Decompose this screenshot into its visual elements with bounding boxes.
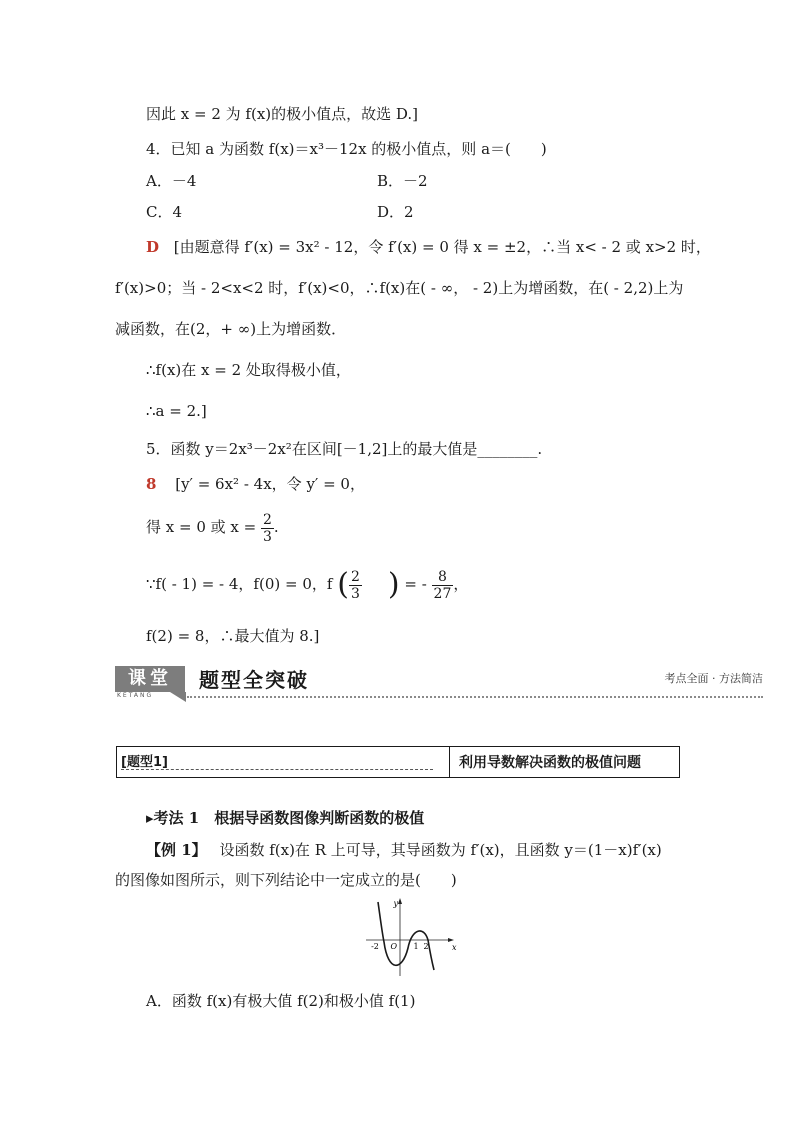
banner-label: 课堂: [128, 668, 172, 689]
question-5: 5．函数 y＝2x³－2x²在区间[－1,2]上的最大值是________.: [146, 440, 543, 458]
question-type-topic: 利用导数解决函数的极值问题: [459, 755, 641, 771]
banner-divider: [187, 696, 763, 698]
question-4: 4．已知 a 为函数 f(x)＝x³－12x 的极小值点，则 a＝( ): [146, 140, 547, 158]
fraction-two-thirds: [261, 512, 274, 545]
example-option-a: A．函数 f(x)有极大值 f(2)和极小值 f(1): [146, 992, 416, 1010]
fraction-denominator: 27: [433, 585, 452, 602]
option-c: C．4: [146, 203, 183, 221]
left-paren: (: [337, 567, 349, 602]
option-b: B．－2: [377, 172, 428, 190]
answer-5-text-1: [y′ = 6x² - 4x，令 y′ = 0，: [175, 475, 365, 493]
answer-4-line-5: ∴a = 2.]: [146, 402, 207, 420]
example-line-2: 的图像如图所示，则下列结论中一定成立的是( ): [115, 871, 457, 889]
section-banner: [115, 664, 763, 704]
example-text-1: 设函数 f(x)在 R 上可导，其导函数为 f′(x)，且函数 y＝(1－x)f′(x): [219, 841, 662, 859]
text-line-conclusion: 因此 x = 2 为 f(x)的极小值点，故选 D.]: [146, 105, 419, 123]
answer-5-equals: = -: [404, 575, 427, 593]
answer-5-line-2: [146, 510, 279, 545]
answer-5-line-3: [146, 566, 468, 602]
x-axis-arrow: [448, 938, 454, 942]
answer-5-text-3-end: ，: [453, 575, 469, 593]
banner-pointer: [170, 692, 186, 702]
answer-5-text-3: ∵f( - 1) = - 4，f(0) = 0，f: [146, 575, 333, 593]
answer-4-line-2: f′(x)>0；当 - 2<x<2 时，f′(x)<0，∴f(x)在( - ∞， - 2)上为增函数，在( - 2,2)上为: [115, 279, 684, 297]
method-heading: ▸考法 1 根据导函数图像判断函数的极值: [146, 809, 425, 827]
x-axis-label: x: [452, 943, 457, 952]
section-title: 题型全突破: [199, 668, 309, 692]
answer-4-text-1: [由题意得 f′(x) = 3x² - 12，令 f′(x) = 0 得 x = ±2，∴当 x< - 2 或 x>2 时，: [173, 238, 711, 256]
fraction-denominator: 3: [263, 528, 272, 545]
answer-5-text-2: 得 x = 0 或 x =: [146, 518, 257, 536]
answer-4-tag: D: [146, 238, 160, 256]
dashed-rule: [121, 769, 433, 770]
example-tag: 【例 1】: [146, 841, 207, 859]
answer-5-line-1: [146, 474, 365, 494]
example-line-1: [146, 840, 662, 860]
fraction-numerator: 8: [432, 569, 454, 586]
answer-4-line-3: 减函数，在(2，+ ∞)上为增函数．: [115, 320, 347, 338]
box-divider: [449, 747, 450, 777]
banner-sublabel: KETANG: [117, 692, 154, 699]
fraction-two-thirds-arg: [349, 569, 362, 602]
fraction-numerator: 2: [350, 568, 360, 585]
answer-4-line-4: ∴f(x)在 x = 2 处取得极小值，: [146, 361, 351, 379]
option-d: D．2: [377, 203, 414, 221]
function-graph: [366, 896, 456, 976]
right-paren: ): [387, 567, 400, 602]
answer-5-tag: 8: [146, 475, 157, 493]
answer-4-line-1: [146, 237, 711, 257]
y-axis-arrow: [398, 898, 402, 904]
question-type-box: [116, 746, 680, 778]
question-type-label: [题型1]: [121, 755, 168, 770]
section-tagline: 考点全面 · 方法简洁: [664, 672, 763, 685]
tick-label-1: 1: [413, 942, 419, 951]
tick-label-neg2: -2: [371, 942, 379, 951]
answer-5-line-4: f(2) = 8，∴最大值为 8.]: [146, 627, 320, 645]
fraction-denominator: 3: [350, 585, 360, 602]
option-a: A．－4: [146, 172, 197, 190]
origin-label: O: [390, 942, 397, 951]
fraction-eight-27ths: [432, 569, 454, 602]
answer-5-text-2-end: .: [273, 518, 279, 536]
tick-label-2: 2: [423, 942, 429, 951]
graph-curve: [378, 902, 434, 970]
y-axis-label: y: [393, 899, 398, 908]
fraction-numerator: 2: [263, 511, 272, 528]
